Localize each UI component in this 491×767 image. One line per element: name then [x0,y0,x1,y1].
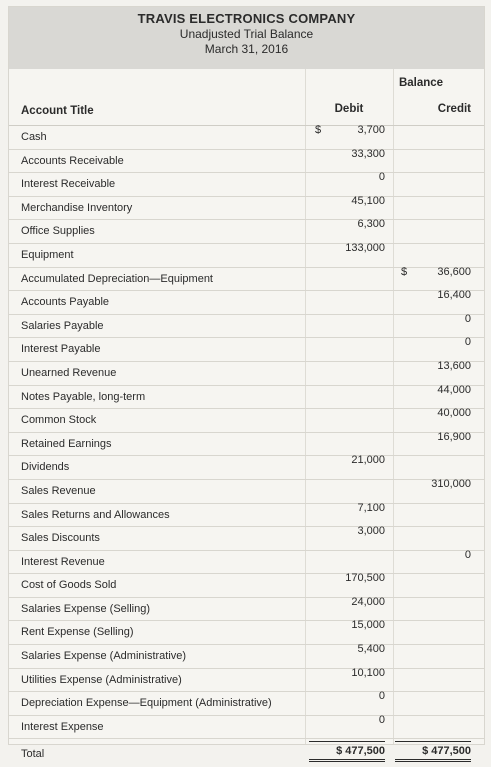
credit-value: 0 [464,548,471,561]
table-row [9,241,484,268]
credit-value: 0 [464,336,471,349]
table-row [9,220,484,244]
table-row [9,692,484,716]
currency-symbol: $ [401,265,408,278]
company-name: TRAVIS ELECTRONICS COMPANY [137,11,356,26]
table-row [9,574,484,598]
debit-value: 5,400 [357,643,385,656]
group-header-row [9,69,484,93]
account-name: Interest Revenue [21,555,105,568]
table-row [9,621,484,645]
trial-balance-card [8,6,485,761]
account-name: Equipment [21,248,74,261]
table-row [9,713,484,740]
debit-cell [309,643,385,655]
account-name: Interest Receivable [21,178,116,191]
table-row [9,147,484,174]
debit-value: 33,300 [351,147,385,160]
debit-value: 0 [378,713,385,726]
table-row [9,645,484,669]
account-name: Office Supplies [21,225,95,238]
table-body [9,126,484,739]
account-name: Sales Returns and Allowances [21,508,170,521]
debit-value: 3,000 [357,525,385,538]
debit-cell [309,148,385,160]
account-title-header: Account Title [21,105,94,117]
credit-cell [395,360,471,372]
account-name: Sales Discounts [21,532,100,545]
table-row [9,501,484,528]
table-row [9,456,484,480]
account-name: Cost of Goods Sold [21,579,117,592]
debit-value: 0 [378,171,385,184]
account-name: Interest Payable [21,343,101,356]
debit-cell [309,502,385,514]
table-row [9,126,484,150]
debit-value: 21,000 [351,454,385,467]
total-row [9,739,484,767]
debit-cell [309,242,385,254]
credit-cell [395,431,471,443]
account-name: Accumulated Depreciation—Equipment [21,272,213,285]
debit-header: Debit [334,103,364,115]
credit-value: 0 [464,312,471,325]
table-row [9,383,484,410]
credit-cell [395,478,471,490]
credit-cell [395,289,471,301]
debit-value: 24,000 [351,595,385,608]
table-row [9,173,484,197]
credit-value: 16,900 [437,430,471,443]
table-row [9,409,484,433]
report-date: March 31, 2016 [204,42,289,56]
table-row [9,338,484,362]
debit-cell [309,667,385,679]
table-row [9,527,484,551]
debit-value: 45,100 [351,194,385,207]
account-name: Accounts Receivable [21,154,124,167]
credit-value: 16,400 [437,289,471,302]
table-row [9,194,484,221]
account-name: Salaries Expense (Selling) [21,602,151,615]
debit-value: 15,000 [351,619,385,632]
account-name: Unearned Revenue [21,366,117,379]
debit-value: 170,500 [345,572,385,585]
credit-cell [395,384,471,396]
credit-header: Credit [437,103,471,115]
currency-symbol: $ [315,124,322,136]
column-header-row [9,93,484,126]
balance-group-label: Balance [398,77,444,89]
debit-cell [309,195,385,207]
credit-value: 40,000 [437,407,471,420]
table-row [9,548,484,575]
credit-cell [395,407,471,419]
total-label: Total [21,748,45,761]
account-name: Accounts Payable [21,296,110,309]
account-name: Cash [21,131,47,143]
debit-cell [309,171,385,183]
debit-value: 7,100 [357,501,385,514]
debit-value: 0 [378,690,385,703]
total-credit: $ 477,500 [395,741,471,762]
debit-cell [309,572,385,584]
debit-value: 10,100 [351,666,385,679]
credit-cell [395,336,471,348]
debit-cell [309,714,385,726]
debit-cell [309,690,385,702]
credit-value: 13,600 [437,359,471,372]
debit-cell [309,525,385,537]
debit-cell [309,596,385,608]
debit-value: 133,000 [345,241,385,254]
account-name: Common Stock [21,414,97,427]
table-row [9,666,484,693]
account-name: Salaries Expense (Administrative) [21,650,187,663]
table-row [9,477,484,504]
table-row [9,430,484,457]
total-debit: $ 477,500 [309,741,385,762]
report-title: Unadjusted Trial Balance [179,27,314,41]
account-name: Depreciation Expense—Equipment (Administrative) [21,697,272,710]
account-name: Sales Revenue [21,484,96,497]
account-name: Interest Expense [21,720,104,733]
table-row [9,291,484,315]
trial-balance-table [9,69,484,767]
debit-cell [309,218,385,230]
credit-cell [395,313,471,325]
credit-cell [395,266,471,278]
account-name: Notes Payable, long-term [21,390,146,403]
table-row [9,595,484,622]
debit-cell [309,619,385,631]
debit-cell [309,124,385,136]
table-row [9,312,484,339]
debit-cell [309,454,385,466]
report-header [9,7,484,69]
debit-value: 3,700 [357,124,385,136]
account-name: Salaries Payable [21,319,104,332]
account-name: Retained Earnings [21,437,112,450]
account-name: Dividends [21,461,70,474]
account-name: Utilities Expense (Administrative) [21,673,182,686]
debit-value: 6,300 [357,218,385,231]
account-name: Rent Expense (Selling) [21,626,134,639]
credit-value: 310,000 [431,477,471,490]
credit-value: 36,600 [437,265,471,278]
credit-value: 44,000 [437,383,471,396]
table-row [9,359,484,386]
account-name: Merchandise Inventory [21,201,133,214]
credit-cell [395,549,471,561]
table-row [9,265,484,292]
